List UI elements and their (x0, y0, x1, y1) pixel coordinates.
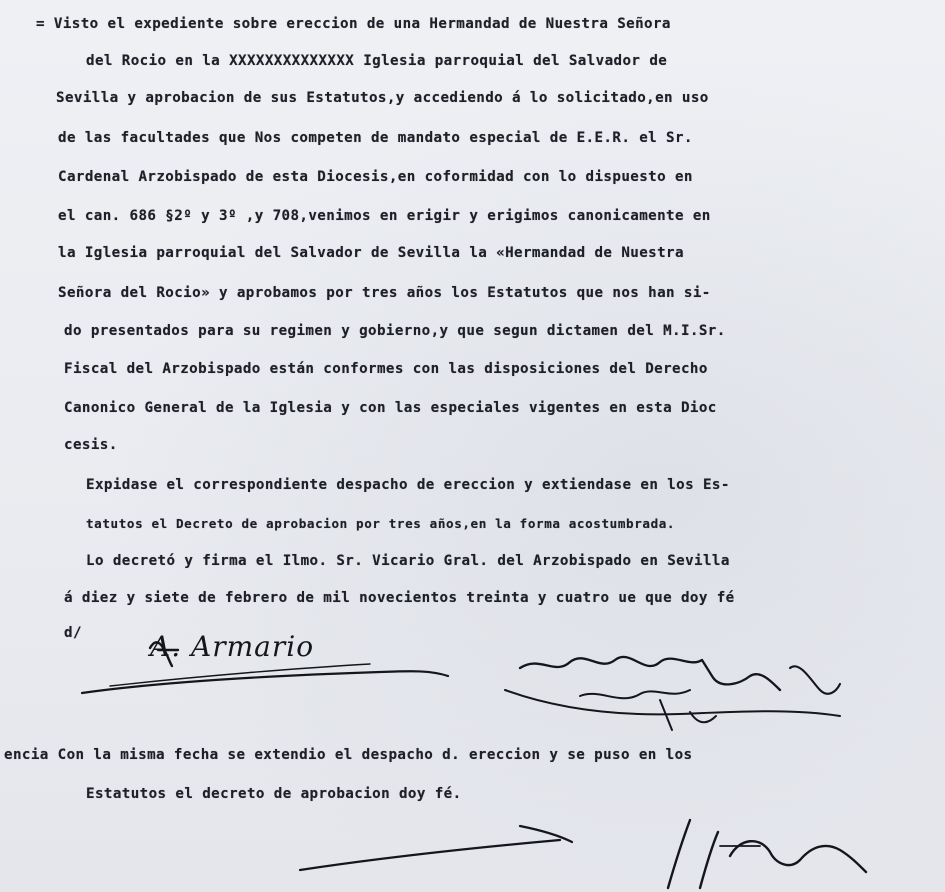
signature-left-text: A. Armario (150, 630, 315, 663)
text-line-13: Expidase el correspondiente despacho de ereccion y extiendase en los Es- (86, 477, 730, 493)
text-line-9: do presentados para su regimen y gobierno,y que segun dictamen del M.I.Sr. (64, 323, 726, 339)
text-line-5: Cardenal Arzobispado de esta Diocesis,en coformidad con lo dispuesto en (58, 169, 693, 185)
text-line-18: encia Con la misma fecha se extendio el despacho d. ereccion y se puso en los (4, 747, 693, 763)
text-line-8: Señora del Rocio» y aprobamos por tres años los Estatutos que nos han si- (58, 285, 711, 301)
text-line-19: Estatutos el decreto de aprobacion doy fé. (86, 786, 462, 802)
text-line-10: Fiscal del Arzobispado están conformes con las disposiciones del Derecho (64, 361, 708, 377)
text-line-2: del Rocio en la XXXXXXXXXXXXXX Iglesia parroquial del Salvador de (86, 53, 668, 69)
text-line-6: el can. 686 §2º y 3º ,y 708,venimos en erigir y erigimos canonicamente en (58, 208, 711, 224)
text-line-4: de las facultades que Nos competen de mandato especial de E.E.R. el Sr. (58, 130, 693, 146)
text-line-15: Lo decretó y firma el Ilmo. Sr. Vicario Gral. del Arzobispado en Sevilla (86, 553, 730, 569)
text-line-14: tatutos el Decreto de aprobacion por tres años,en la forma acostumbrada. (86, 516, 676, 531)
text-line-11: Canonico General de la Iglesia y con las especiales vigentes en esta Dioc (64, 400, 717, 416)
text-line-7: la Iglesia parroquial del Salvador de Sevilla la «Hermandad de Nuestra (58, 245, 684, 261)
text-line-17: d/ (64, 625, 82, 641)
text-line-12: cesis. (64, 437, 118, 453)
text-line-16: á diez y siete de febrero de mil novecientos treinta y cuatro ue que doy fé (64, 590, 735, 606)
text-line-1: = Visto el expediente sobre ereccion de una Hermandad de Nuestra Señora (36, 16, 671, 32)
text-line-3: Sevilla y aprobacion de sus Estatutos,y accediendo á lo solicitado,en uso (56, 90, 709, 106)
